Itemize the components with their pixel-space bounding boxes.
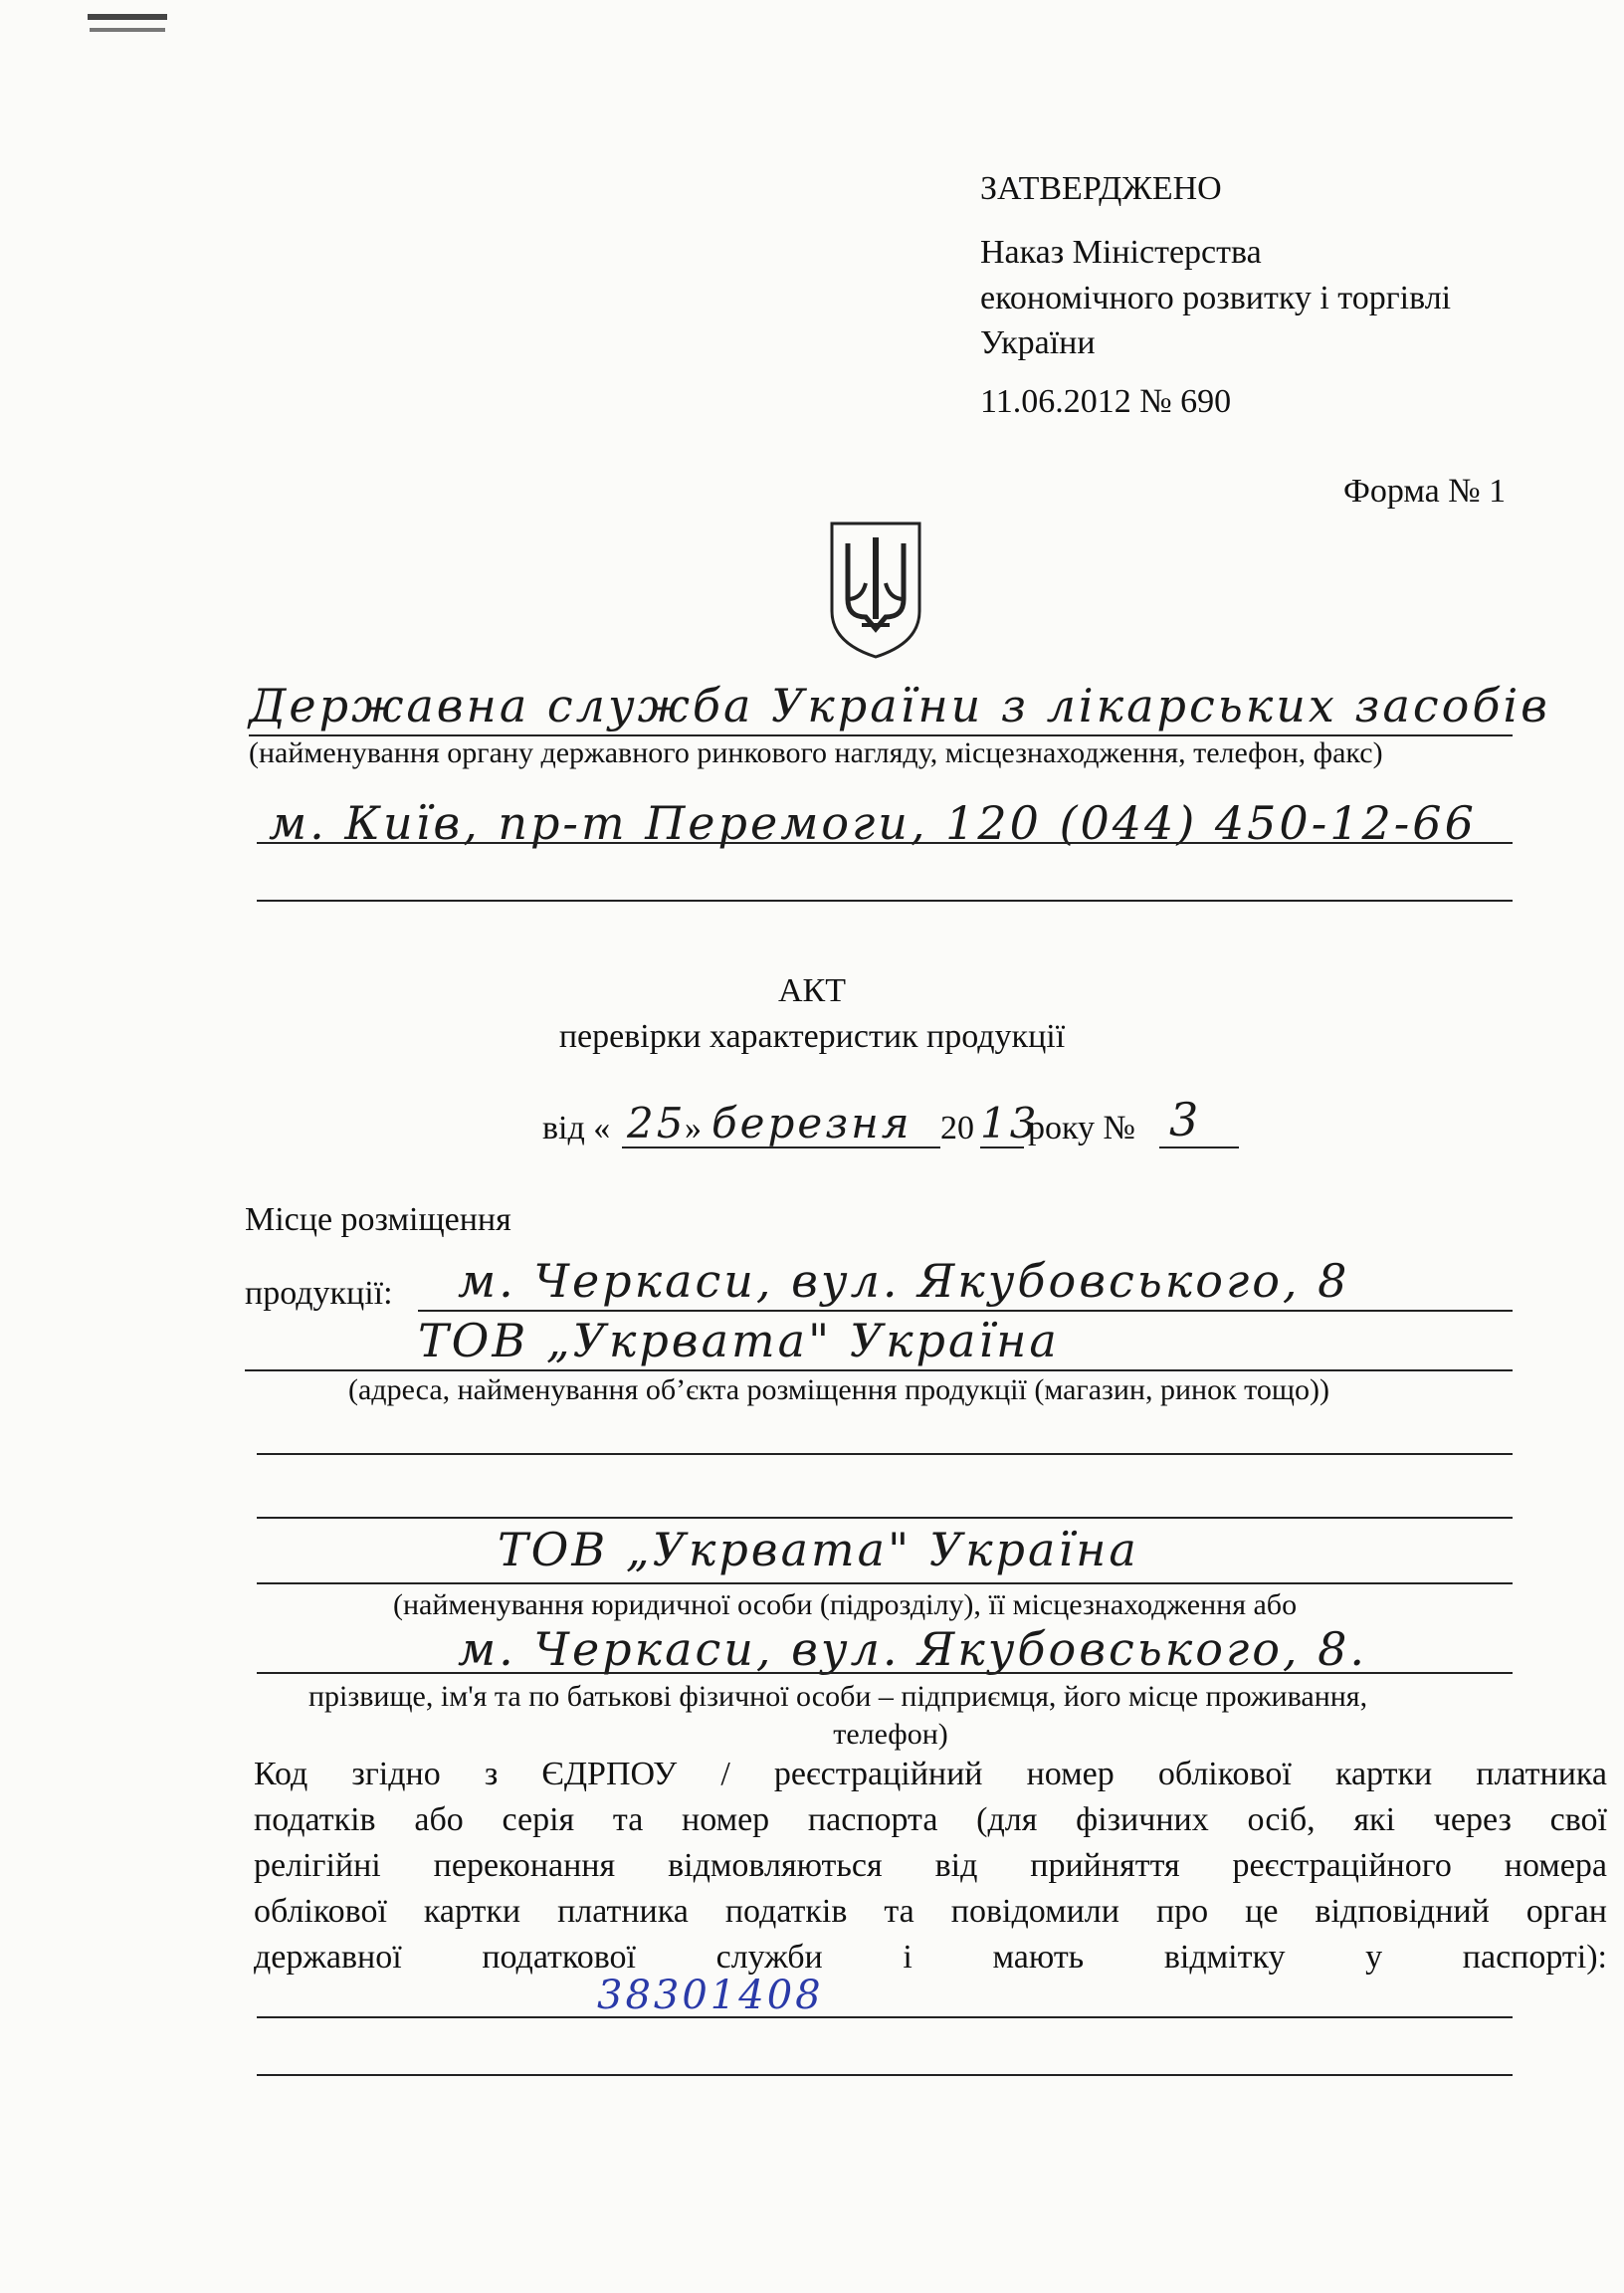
act-date-prefix: від « [542, 1110, 611, 1146]
code-line3: релігійні переконання відмовляються від прийняття реєстраційного номера [254, 1847, 1607, 1884]
code-line2: податків або серія та номер паспорта (для фізичних осіб, які через свої [254, 1801, 1607, 1838]
authority-handwritten-name: Державна служба України з лікарських засобів [249, 679, 1550, 732]
location-object-line [245, 1369, 1513, 1371]
entity-caption1: (найменування юридичної особи (підрозділу), її місцезнаходження або [393, 1588, 1298, 1621]
approval-line2: економічного розвитку і торгівлі [980, 280, 1452, 316]
form-number: Форма № 1 [1343, 473, 1507, 510]
act-year-line [980, 1146, 1024, 1148]
act-number: 3 [1169, 1093, 1202, 1146]
authority-caption: (найменування органу державного ринкового нагляду, місцезнаходження, телефон, факс) [249, 736, 1383, 769]
scan-mark [88, 14, 167, 20]
location-handwritten-object: ТОВ „Укрвата" Україна [418, 1314, 1060, 1367]
authority-address-line [257, 842, 1513, 844]
entity-handwritten-name: ТОВ „Укрвата" Україна [498, 1523, 1139, 1576]
location-address-line [418, 1310, 1513, 1312]
entity-address-line [257, 1672, 1513, 1674]
scan-mark [90, 28, 165, 32]
location-label1: Місце розміщення [245, 1201, 511, 1238]
act-number-line [1159, 1146, 1239, 1148]
act-subtitle: перевірки характеристик продукції [558, 1018, 1066, 1055]
act-month-line [622, 1146, 940, 1148]
approval-title: ЗАТВЕРДЖЕНО [980, 170, 1222, 207]
approval-date: 11.06.2012 № 690 [980, 383, 1232, 420]
entity-name-line [257, 1582, 1513, 1584]
code-value-line [257, 2016, 1513, 2018]
entity-handwritten-address: м. Черкаси, вул. Якубовського, 8. [458, 1622, 1368, 1676]
code-extra-line [257, 2074, 1513, 2076]
act-number-label: року № [1028, 1110, 1135, 1146]
trident-emblem-icon [826, 520, 925, 661]
act-day-close: » [685, 1110, 702, 1146]
act-title: АКТ [778, 972, 846, 1009]
location-caption: (адреса, найменування об’єкта розміщення продукції (магазин, ринок тощо)) [348, 1373, 1329, 1406]
act-year-suffix: 13 [980, 1099, 1040, 1147]
location-extra-line2 [257, 1517, 1513, 1519]
code-line1: Код згідно з ЄДРПОУ / реєстраційний номер облікової картки платника [254, 1756, 1607, 1792]
entity-caption3: телефон) [833, 1718, 948, 1751]
authority-handwritten-address: м. Київ, пр-т Перемоги, 120 (044) 450-12-66 [269, 796, 1477, 850]
code-line4: облікової картки платника податків та повідомили про це відповідний орган [254, 1893, 1607, 1930]
entity-caption2: прізвище, ім'я та по батькові фізичної особи – підприємця, його місце проживання, [308, 1680, 1368, 1713]
code-line5: державної податкової служби і мають відмітку у паспорті): [254, 1939, 1607, 1976]
approval-line3: України [980, 324, 1096, 361]
authority-extra-line [257, 900, 1513, 902]
act-day: 25 [627, 1099, 687, 1147]
approval-line1: Наказ Міністерства [980, 234, 1262, 271]
location-handwritten-address: м. Черкаси, вул. Якубовського, 8 [458, 1254, 1350, 1308]
code-handwritten-value: 38301408 [597, 1973, 824, 2018]
act-year-prefix: 20 [940, 1110, 974, 1146]
act-month: березня [711, 1099, 913, 1147]
location-label2: продукції: [245, 1275, 393, 1312]
location-extra-line1 [257, 1453, 1513, 1455]
